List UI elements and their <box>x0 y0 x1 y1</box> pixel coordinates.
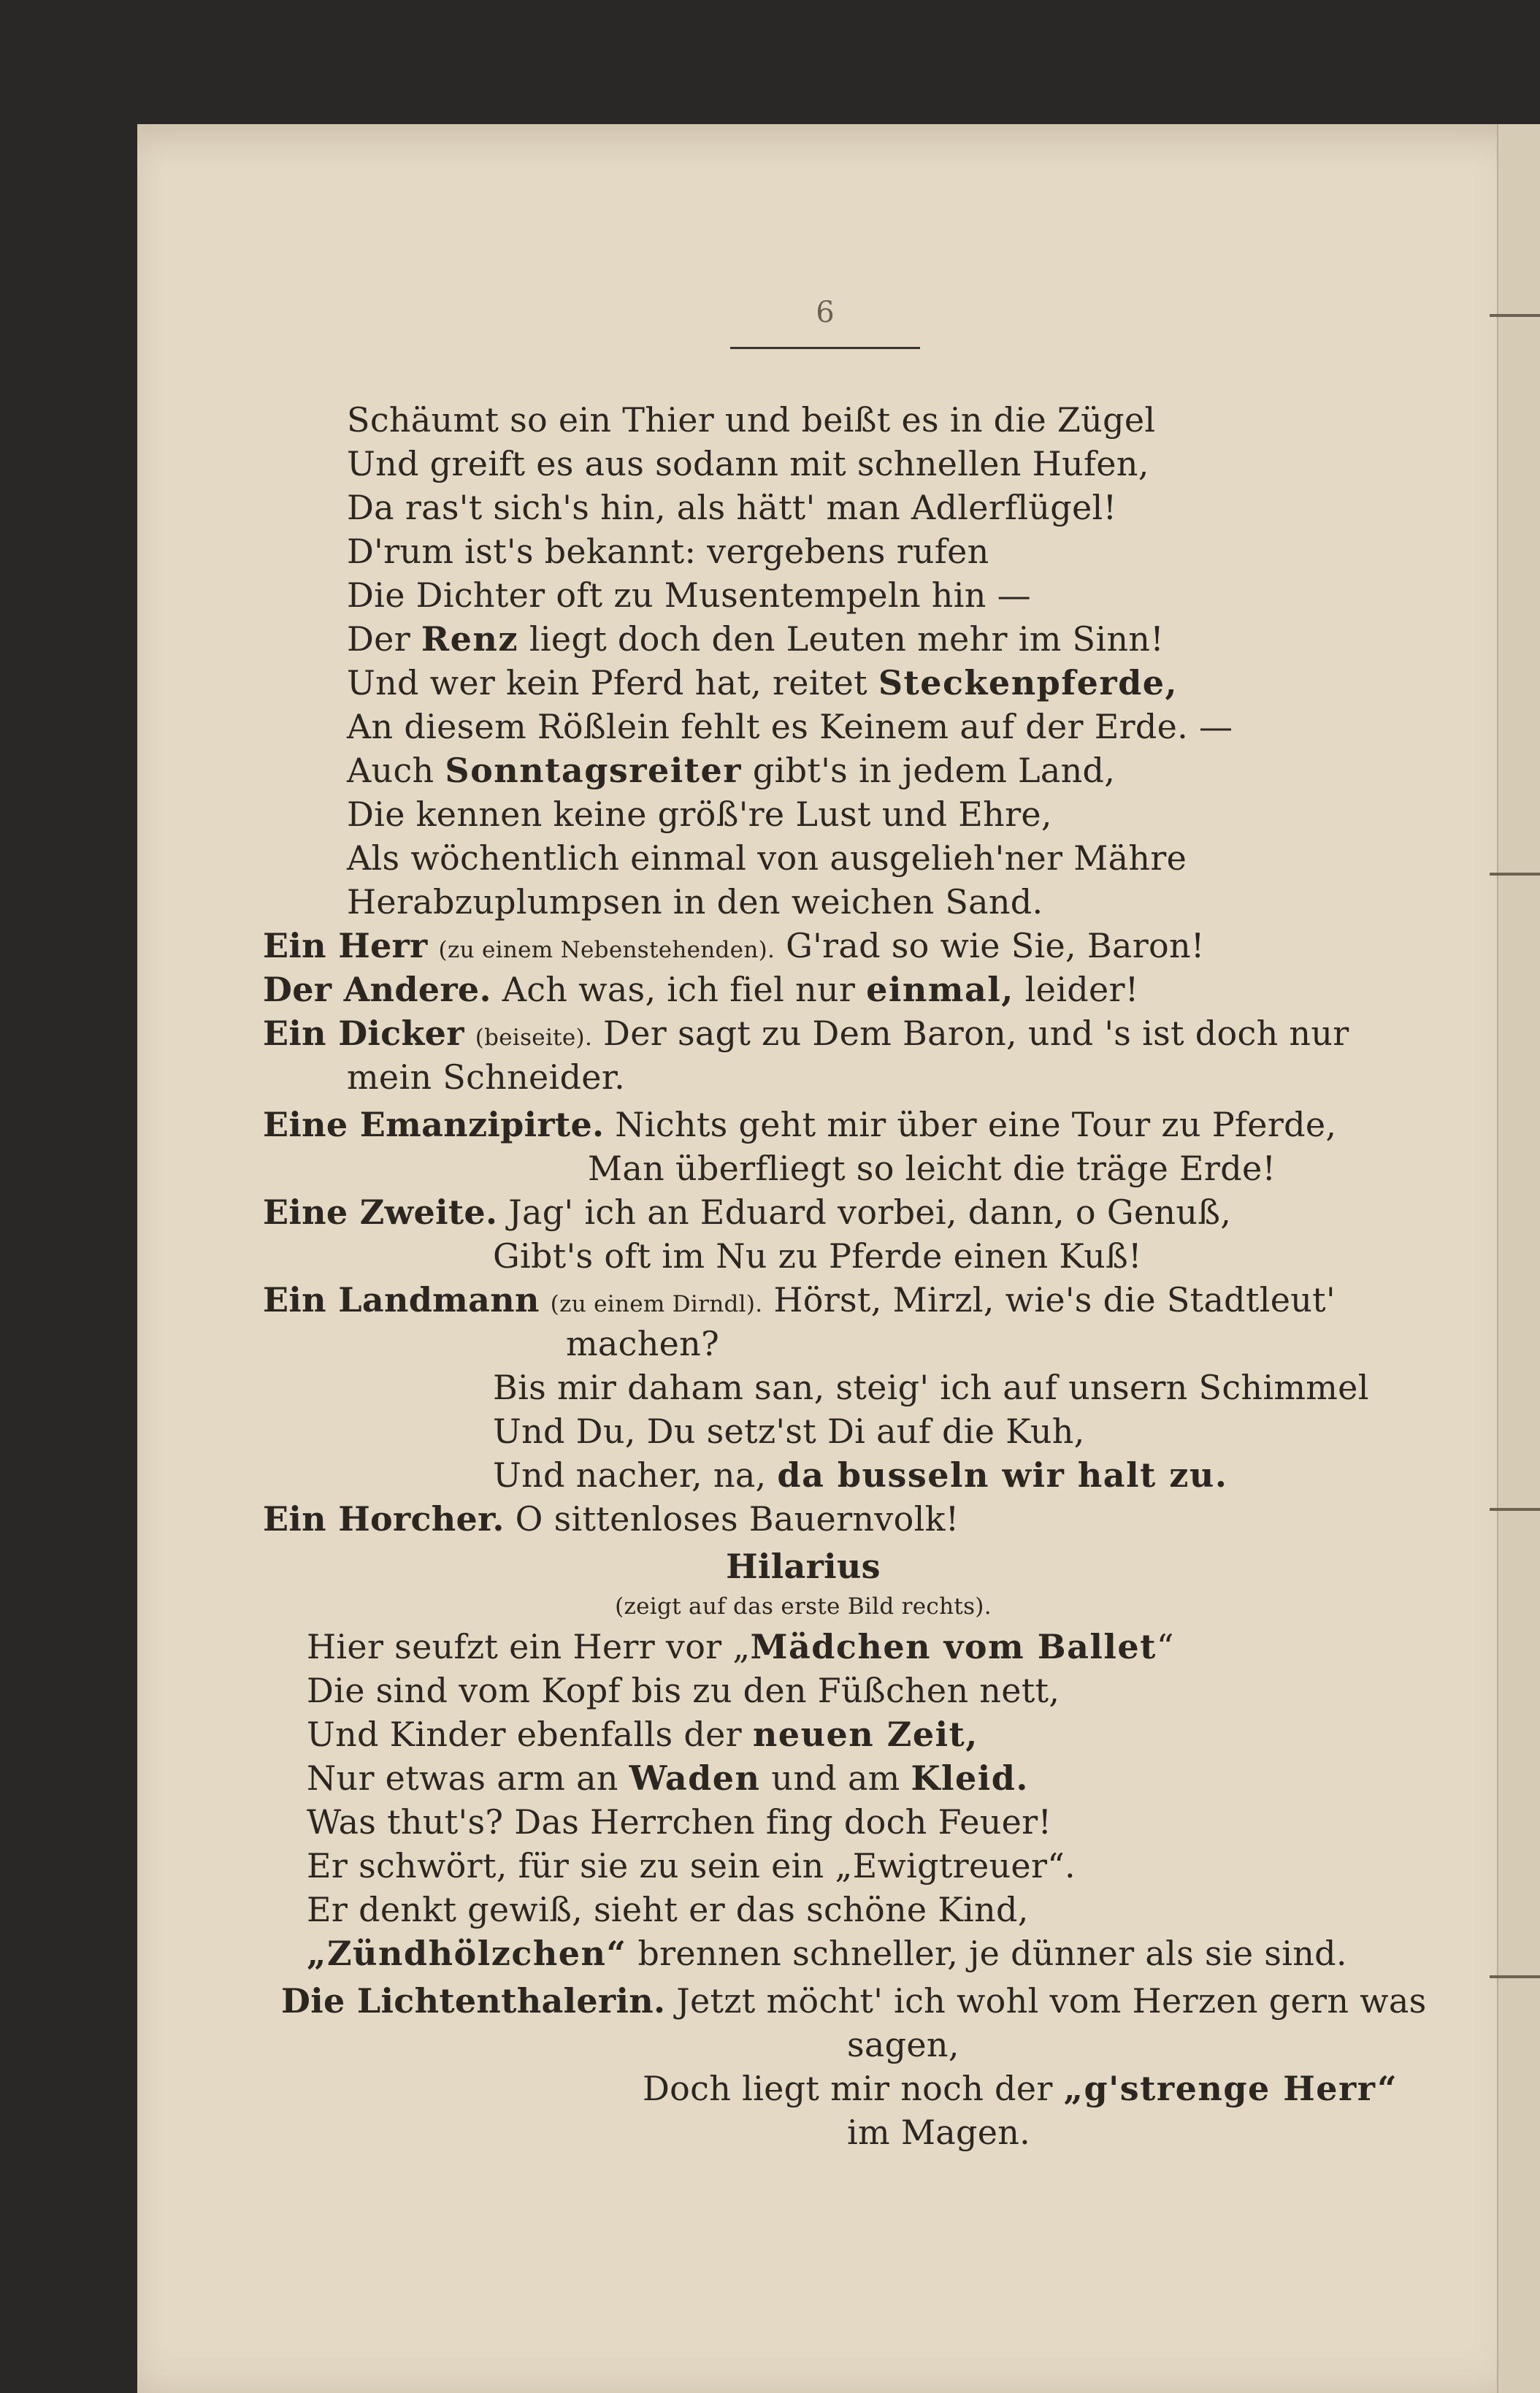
speaker-name: Eine Zweite. <box>263 1192 498 1232</box>
verse-text: Nur etwas arm an <box>307 1758 629 1798</box>
dialogue-emphasis: „g'strenge Herr“ <box>1063 2069 1398 2108</box>
speaker-name: Ein Herr <box>263 926 428 965</box>
speaker-heading: Hilarius <box>726 1547 881 1586</box>
verse-emphasis: Mädchen vom Ballet <box>750 1627 1157 1666</box>
verse-line: Herabzuplumpsen in den weichen Sand. <box>347 882 1043 922</box>
verse-emphasis: „Zündhölzchen“ <box>307 1934 627 1973</box>
speaker-name: Ein Dicker <box>263 1014 464 1053</box>
dialogue-text: Hörst, Mirzl, wie's die Stadtleut' <box>762 1280 1336 1320</box>
verse-line <box>307 1756 1029 1800</box>
dialogue-text: O sittenloses Bauernvolk! <box>504 1499 959 1539</box>
stage-direction: (zu einem Nebenstehenden). <box>438 937 775 963</box>
speaker-name: Eine Emanzipirte. <box>263 1105 605 1144</box>
dialogue-line <box>263 1278 1336 1326</box>
dialogue-line <box>263 1497 959 1541</box>
verse-emphasis: Waden <box>629 1758 761 1798</box>
binding-stitch <box>1490 1508 1540 1511</box>
dialogue-text: Jag' ich an Eduard vorbei, dann, o Genuß, <box>497 1192 1232 1232</box>
dialogue-line <box>263 968 1139 1011</box>
dialogue-continuation: machen? <box>566 1324 720 1363</box>
verse-line: D'rum ist's bekannt: vergebens rufen <box>347 532 989 571</box>
dialogue-line <box>263 1011 1349 1060</box>
stage-direction: (zeigt auf das erste Bild rechts). <box>615 1593 992 1620</box>
verse-text: Und nacher, na, <box>493 1455 778 1495</box>
dialogue-text: leider! <box>1014 970 1139 1009</box>
verse-emphasis: Sonntagsreiter <box>445 751 742 790</box>
stage-direction: (zu einem Dirndl). <box>550 1291 763 1317</box>
dialogue-text: Der sagt zu Dem Baron, und 's ist doch nur <box>592 1014 1349 1053</box>
verse-text: Und wer kein Pferd hat, reitet <box>347 663 878 702</box>
verse-text: gibt's in jedem Land, <box>742 751 1116 790</box>
verse-text: liegt doch den Leuten mehr im Sinn! <box>518 619 1165 659</box>
verse-emphasis: Renz <box>421 619 518 659</box>
verse-line: Bis mir daham san, steig' ich auf unsern Schimmel <box>493 1368 1369 1407</box>
verse-line <box>347 661 1178 705</box>
verse-line: Die sind vom Kopf bis zu den Füßchen nett, <box>307 1671 1060 1710</box>
verse-line: Und greift es aus sodann mit schnellen Hufen, <box>347 444 1149 483</box>
verse-text: “ <box>1156 1627 1174 1666</box>
page-number: 6 <box>816 296 835 329</box>
speaker-name: Ein Landmann <box>263 1280 540 1320</box>
dialogue-emphasis: einmal, <box>866 970 1014 1009</box>
dialogue-line <box>263 1103 1336 1146</box>
dialogue-text: G'rad so wie Sie, Baron! <box>775 926 1205 965</box>
dialogue-continuation: Man überfliegt so leicht die träge Erde! <box>588 1149 1276 1188</box>
verse-line: Er schwört, für sie zu sein ein „Ewigtreuer“. <box>307 1846 1076 1885</box>
verse-line: Die kennen keine größ're Lust und Ehre, <box>347 795 1052 834</box>
verse-emphasis: Steckenpferde, <box>878 663 1179 702</box>
verse-text: Auch <box>347 751 445 790</box>
verse-line: Als wöchentlich einmal von ausgelieh'ner Mähre <box>347 838 1187 878</box>
dialogue-line <box>263 924 1205 972</box>
verse-text: brennen schneller, je dünner als sie sind. <box>627 1934 1347 1973</box>
verse-line <box>347 617 1164 661</box>
verse-line: Er denkt gewiß, sieht er das schöne Kind, <box>307 1890 1029 1929</box>
binding-stitch <box>1490 1975 1540 1978</box>
header-rule <box>730 347 920 349</box>
verse-line <box>307 1931 1347 1975</box>
dialogue-continuation <box>643 2067 1398 2110</box>
binding-stitch <box>1490 873 1540 876</box>
verse-line: Was thut's? Das Herrchen fing doch Feuer! <box>307 1802 1052 1842</box>
speaker-name: Der Andere. <box>263 970 491 1009</box>
verse-line: Und Du, Du setz'st Di auf die Kuh, <box>493 1412 1085 1451</box>
verse-text: und am <box>760 1758 911 1798</box>
dialogue-text: Ach was, ich fiel nur <box>491 970 867 1009</box>
dialogue-text: Jetzt möcht' ich wohl vom Herzen gern was <box>665 1981 1427 2021</box>
verse-line <box>307 1625 1174 1669</box>
dialogue-text: Nichts geht mir über eine Tour zu Pferde, <box>604 1105 1337 1144</box>
binding-stitch <box>1490 314 1540 317</box>
verse-emphasis: da busseln wir halt zu. <box>777 1455 1228 1495</box>
verse-text: Der <box>347 619 421 659</box>
speaker-name: Die Lichtenthalerin. <box>281 1981 666 2021</box>
verse-line: Schäumt so ein Thier und beißt es in die Zügel <box>347 400 1156 440</box>
stage-direction: (beiseite). <box>475 1025 593 1051</box>
verse-text: Hier seufzt ein Herr vor „ <box>307 1627 751 1666</box>
dialogue-line <box>263 1190 1231 1234</box>
dialogue-line <box>281 1979 1426 2023</box>
next-page-edge <box>1497 124 1540 2393</box>
dialogue-continuation: sagen, <box>847 2025 959 2064</box>
dialogue-text: Doch liegt mir noch der <box>643 2069 1064 2108</box>
verse-emphasis: Kleid. <box>911 1758 1029 1798</box>
dialogue-continuation: im Magen. <box>847 2113 1031 2152</box>
verse-line: Die Dichter oft zu Musentempeln hin — <box>347 575 1031 615</box>
verse-line: Da ras't sich's hin, als hätt' man Adlerflügel! <box>347 488 1117 527</box>
verse-line <box>493 1453 1227 1497</box>
verse-text: Und Kinder ebenfalls der <box>307 1715 753 1754</box>
speaker-name: Ein Horcher. <box>263 1499 505 1539</box>
verse-line <box>347 748 1115 792</box>
dialogue-continuation: mein Schneider. <box>347 1057 625 1097</box>
verse-line: An diesem Rößlein fehlt es Keinem auf der Erde. — <box>347 707 1233 746</box>
dialogue-continuation: Gibt's oft im Nu zu Pferde einen Kuß! <box>493 1236 1142 1276</box>
verse-line <box>307 1712 978 1756</box>
verse-emphasis: neuen Zeit, <box>752 1715 978 1754</box>
